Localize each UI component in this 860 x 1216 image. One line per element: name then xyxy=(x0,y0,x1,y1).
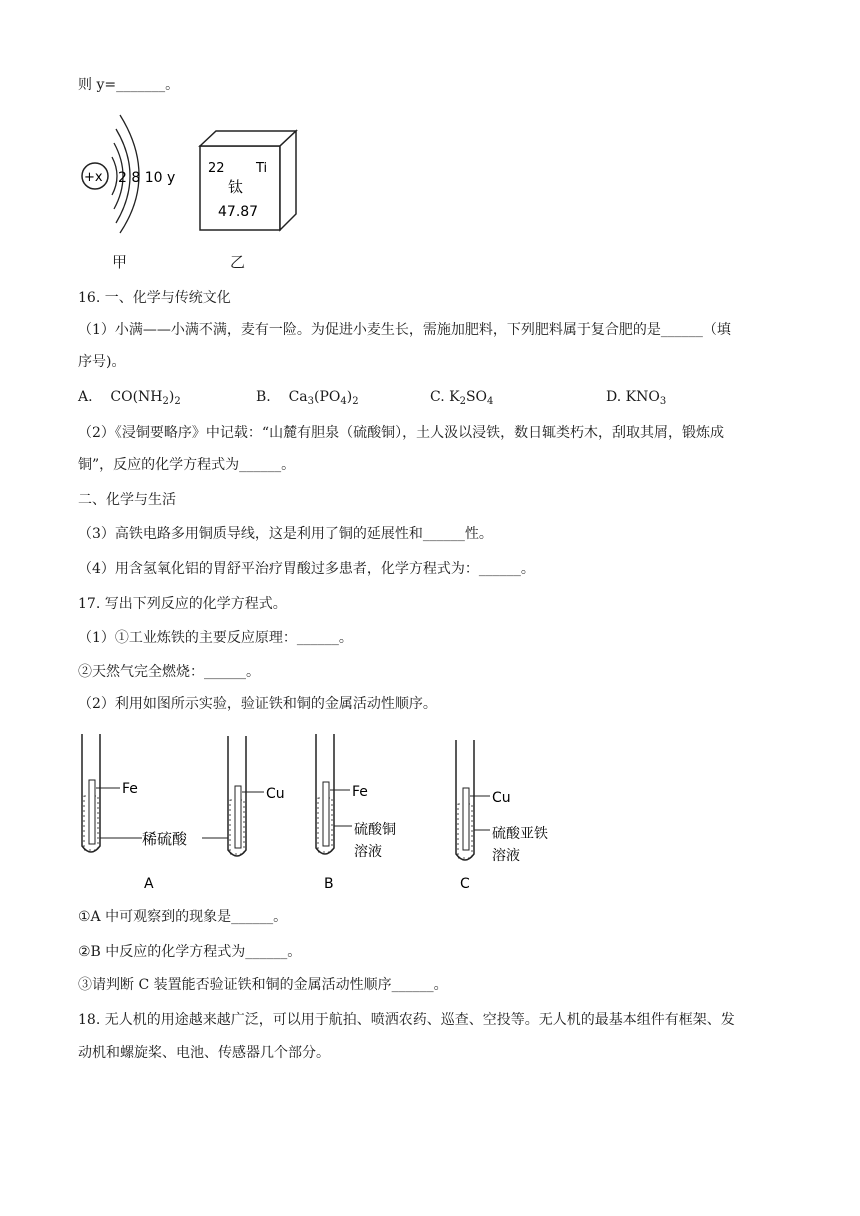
cell-side xyxy=(280,131,296,230)
question-line: 则 y=_______。 xyxy=(78,77,180,93)
test-tube-a-fe xyxy=(82,734,142,852)
question-16-title: 16. 一、化学与传统文化 xyxy=(78,290,231,306)
option-d-formula: $KNO_3$ xyxy=(625,389,667,407)
question-16-1-a: （1）小满——小满不满，麦有一险。为促进小麦生长，需施加肥料，下列肥料属于复合肥的是______（填 xyxy=(78,322,731,338)
label-fe-a: Fe xyxy=(122,781,138,797)
option-b xyxy=(256,387,359,412)
label-ferrous-sulfate: 硫酸亚铁 xyxy=(492,826,548,842)
figure-caption-jia: 甲 xyxy=(112,253,128,271)
option-d xyxy=(606,387,666,412)
option-c xyxy=(430,387,493,412)
label-fe-b: Fe xyxy=(352,784,368,800)
question-17-1-b: ②天然气完全燃烧：______。 xyxy=(78,664,260,680)
atomic-mass: 47.87 xyxy=(218,204,259,220)
option-b-formula: $Ca_3(PO_4)_2$ xyxy=(288,389,359,407)
element-symbol: Ti xyxy=(256,161,268,176)
option-a xyxy=(78,387,181,412)
question-17-1: （1）①工业炼铁的主要反应原理：______。 xyxy=(78,630,353,646)
question-17-title: 17. 写出下列反应的化学方程式。 xyxy=(78,596,287,612)
option-b-label: B. xyxy=(256,389,271,405)
label-cu-c: Cu xyxy=(492,790,511,806)
question-17-2: （2）利用如图所示实验，验证铁和铜的金属活动性顺序。 xyxy=(78,696,437,712)
titanium-element-cell xyxy=(196,128,308,240)
test-tube-a-cu xyxy=(228,736,285,856)
shell-arc-1 xyxy=(112,157,117,195)
option-c-formula: $K_2SO_4$ xyxy=(449,389,494,407)
atomic-number: 22 xyxy=(208,161,225,176)
test-tube-c xyxy=(456,740,548,864)
nucleus-label: +x xyxy=(84,170,103,185)
caption-b: B xyxy=(324,876,334,892)
question-16-1-b: 序号)。 xyxy=(78,354,126,370)
question-17-a: ①A 中可观察到的现象是______。 xyxy=(78,909,288,925)
question-16-2-b: 铜”，反应的化学方程式为______。 xyxy=(78,457,296,473)
atom-structure-diagram xyxy=(78,105,188,235)
section-two-title: 二、化学与生活 xyxy=(78,492,176,508)
label-cu-a: Cu xyxy=(266,786,285,802)
question-16-2-a: （2）《浸铜要略序》中记载：“山麓有胆泉（硫酸铜），土人汲以浸铁，数日辄类朽木，刮取其屑，锻炼成 xyxy=(78,425,725,441)
question-18-a: 18. 无人机的用途越来越广泛，可以用于航拍、喷洒农药、巡查、空投等。无人机的最基本组件有框架、发 xyxy=(78,1012,735,1028)
figure-caption-yi: 乙 xyxy=(230,253,246,271)
question-16-3: （3）高铁电路多用铜质导线，这是利用了铜的延展性和______性。 xyxy=(78,526,493,542)
label-solution-b: 溶液 xyxy=(354,844,382,860)
option-a-formula: $CO(NH_2)_2$ xyxy=(110,389,181,407)
option-d-label: D. xyxy=(606,389,622,405)
question-18-b: 动机和螺旋桨、电池、传感器几个部分。 xyxy=(78,1045,330,1061)
element-name: 钛 xyxy=(228,178,244,196)
label-dilute-sulfuric-acid: 稀硫酸 xyxy=(142,830,188,848)
question-16-4: （4）用含氢氧化铝的胃舒平治疗胃酸过多患者，化学方程式为：______。 xyxy=(78,561,535,577)
test-tubes-diagram xyxy=(78,726,598,896)
shell-electrons: 2 8 10 y xyxy=(118,170,176,186)
question-17-c: ③请判断 C 装置能否验证铁和铜的金属活动性顺序______。 xyxy=(78,977,448,993)
label-copper-sulfate: 硫酸铜 xyxy=(354,822,396,838)
question-17-b: ②B 中反应的化学方程式为______。 xyxy=(78,944,302,960)
test-tube-b xyxy=(316,734,396,860)
caption-c: C xyxy=(460,876,470,892)
option-c-label: C. xyxy=(430,389,445,405)
label-solution-c: 溶液 xyxy=(492,848,520,864)
caption-a: A xyxy=(144,876,154,892)
option-a-label: A. xyxy=(78,389,93,405)
